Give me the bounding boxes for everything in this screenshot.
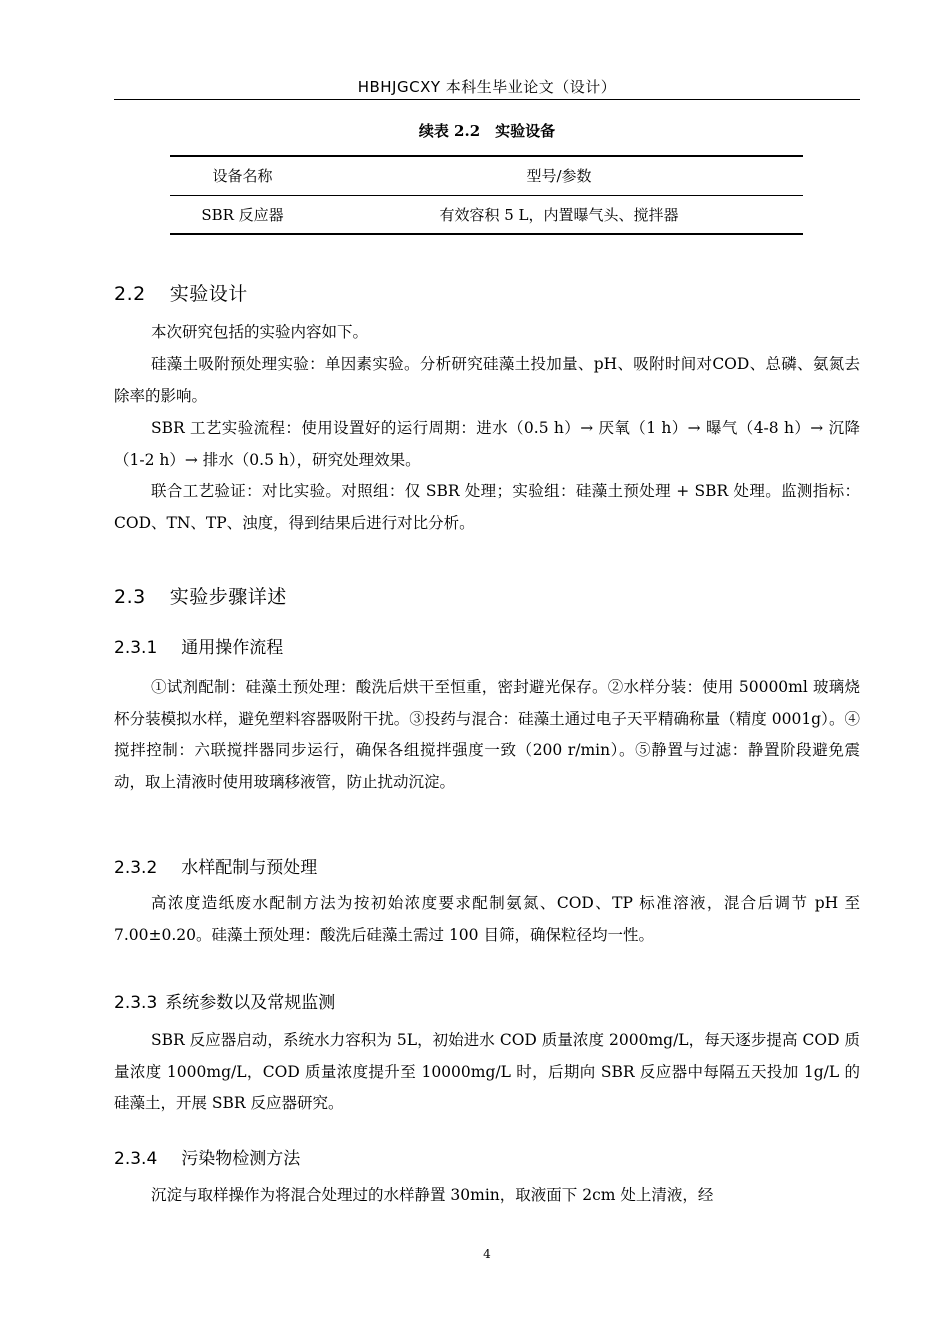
subsection-heading-2-3-2 (114, 853, 317, 878)
section-heading-2-2 (114, 279, 248, 306)
paragraph-research-content: 本次研究包括的实验内容如下。 (151, 323, 369, 341)
subsection-heading-2-3-3 (114, 988, 335, 1013)
paragraph-water-sample-prep: 高浓度造纸废水配制方法为按初始浓度要求配制氨氮、COD、TP 标准溶液，混合后调节 pH 至 7.00±0.20。硅藻土预处理：酸洗后硅藻土需过 100 目筛，确保粒径均一性。 (114, 894, 860, 944)
subsection-title: 通用操作流程 (181, 638, 284, 658)
equipment-table (170, 155, 803, 235)
section-number: 2.3 (114, 586, 146, 608)
page-number: 4 (483, 1247, 491, 1261)
section-number: 2.2 (114, 283, 146, 305)
column-header-equipment-name: 设备名称 (212, 167, 273, 186)
section-heading-2-3 (114, 582, 287, 609)
subsection-number: 2.3.3 (114, 993, 158, 1013)
subsection-number: 2.3.2 (114, 858, 158, 878)
table-row (170, 195, 803, 234)
paragraph-adsorption-experiment: 硅藻土吸附预处理实验：单因素实验。分析研究硅藻土投加量、pH、吸附时间对COD、总磷、氨氮去除率的影响。 (114, 355, 860, 405)
paragraph-system-parameters: SBR 反应器启动，系统水力容积为 5L，初始进水 COD 质量浓度 2000mg/L，每天逐步提高 COD 质量浓度 1000mg/L，COD 质量浓度提升至 10000mg/L 时，后期向 SBR 反应器中每隔五天投加 1g/L 的硅藻土，开展 SBR 反应器研究。 (114, 1031, 860, 1112)
table-cell-model-params: 有效容积 5 L，内置曝气头、搅拌器 (439, 205, 679, 224)
header-rule (114, 99, 860, 100)
section-title: 实验步骤详述 (169, 586, 287, 608)
table-caption: 续表 2.2 实验设备 (418, 122, 556, 140)
subsection-number: 2.3.4 (114, 1149, 158, 1169)
running-header: HBHJGCXY 本科生毕业论文（设计） (357, 78, 617, 96)
column-header-model-params: 型号/参数 (526, 167, 592, 186)
paragraph-combined-validation: 联合工艺验证：对比实验。对照组：仅 SBR 处理；实验组：硅藻土预处理 + SBR 处理。监测指标：COD、TN、TP、浊度，得到结果后进行对比分析。 (114, 482, 860, 532)
table-cell-equipment-name: SBR 反应器 (201, 205, 284, 224)
section-title: 实验设计 (169, 283, 248, 305)
paragraph-detection-method: 沉淀与取样操作为将混合处理过的水样静置 30min，取液面下 2cm 处上清液，经 (151, 1186, 714, 1204)
subsection-title: 污染物检测方法 (181, 1149, 301, 1169)
table-header-row (170, 156, 803, 195)
subsection-title: 系统参数以及常规监测 (165, 993, 336, 1013)
subsection-title: 水样配制与预处理 (181, 858, 318, 878)
subsection-number: 2.3.1 (114, 638, 158, 658)
paragraph-sbr-process: SBR 工艺实验流程：使用设置好的运行周期：进水（0.5 h）→ 厌氧（1 h）→ 曝气（4-8 h）→ 沉降（1-2 h）→ 排水（0.5 h），研究处理效果。 (114, 419, 860, 469)
subsection-heading-2-3-4 (114, 1144, 300, 1169)
paragraph-general-procedure: ①试剂配制：硅藻土预处理：酸洗后烘干至恒重，密封避光保存。②水样分装：使用 50000ml 玻璃烧杯分装模拟水样，避免塑料容器吸附干扰。③投药与混合：硅藻土通过电子天平精确称量（精度 0001g）。④搅拌控制：六联搅拌器同步运行，确保各组搅拌强度一致（200 r/min）。⑤静置与过滤：静置阶段避免震动，取上清液时使用玻璃移液管，防止扰动沉淀。 (114, 678, 860, 791)
subsection-heading-2-3-1 (114, 633, 283, 658)
